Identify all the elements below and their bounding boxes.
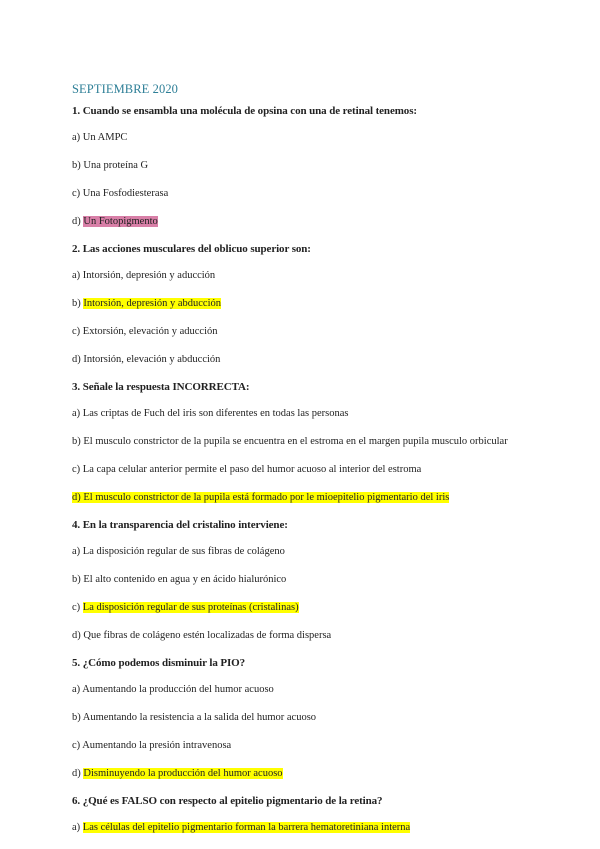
answer-option bbox=[72, 683, 542, 697]
answer-option bbox=[72, 215, 542, 229]
answer-option bbox=[72, 325, 542, 339]
option-text: Disminuyendo la producción del humor acuoso bbox=[83, 768, 283, 779]
answer-option bbox=[72, 821, 542, 835]
document-page bbox=[72, 82, 542, 849]
question-2: 2. Las acciones musculares del oblicuo superior son: bbox=[72, 243, 311, 255]
option-letter: b) bbox=[72, 436, 84, 447]
option-letter: b) bbox=[72, 298, 84, 309]
option-letter: a) bbox=[72, 546, 83, 557]
answer-option bbox=[72, 353, 542, 367]
option-text: Intorsión, elevación y abducción bbox=[83, 354, 221, 365]
question-1: 1. Cuando se ensambla una molécula de opsina con una de retinal tenemos: bbox=[72, 105, 417, 117]
option-letter: a) bbox=[72, 132, 83, 143]
answer-option bbox=[72, 131, 542, 145]
page-title: SEPTIEMBRE 2020 bbox=[72, 82, 179, 96]
option-text: Una proteína G bbox=[83, 160, 149, 171]
answer-option bbox=[72, 435, 542, 449]
answer-option bbox=[72, 629, 542, 643]
option-letter: c) bbox=[72, 464, 83, 475]
option-text: El alto contenido en agua y en ácido hialurónico bbox=[83, 574, 287, 585]
option-text: El musculo constrictor de la pupila se encuentra en el estroma en el margen pupila musculo orbicular bbox=[83, 436, 508, 447]
option-text: La disposición regular de sus proteínas (cristalinas) bbox=[82, 602, 299, 613]
answer-option bbox=[72, 187, 542, 201]
answer-option bbox=[72, 491, 542, 505]
option-letter: d) bbox=[72, 216, 84, 227]
option-letter: c) bbox=[72, 602, 83, 613]
option-text: Intorsión, depresión y abducción bbox=[83, 298, 222, 309]
option-text: Extorsión, elevación y aducción bbox=[82, 326, 218, 337]
option-text: Una Fosfodiesterasa bbox=[82, 188, 169, 199]
option-letter: c) bbox=[72, 740, 83, 751]
answer-option bbox=[72, 269, 542, 283]
option-text: La capa celular anterior permite el paso del humor acuoso al interior del estroma bbox=[82, 464, 422, 475]
option-letter: b) bbox=[72, 160, 84, 171]
option-letter: c) bbox=[72, 188, 83, 199]
option-text: d) El musculo constrictor de la pupila está formado por le mioepitelio pigmentario del iris bbox=[72, 492, 450, 503]
option-letter: a) bbox=[72, 684, 83, 695]
option-text: Un Fotopigmento bbox=[83, 216, 158, 227]
question-4: 4. En la transparencia del cristalino interviene: bbox=[72, 519, 288, 531]
option-letter: a) bbox=[72, 270, 83, 281]
question-3: 3. Señale la respuesta INCORRECTA: bbox=[72, 381, 250, 393]
option-letter: a) bbox=[72, 822, 83, 833]
option-text: Aumentando la resistencia a la salida del humor acuoso bbox=[82, 712, 317, 723]
option-text: Un AMPC bbox=[82, 132, 128, 143]
option-letter: a) bbox=[72, 408, 83, 419]
option-text: Las células del epitelio pigmentario forman la barrera hematoretiniana interna bbox=[82, 822, 411, 833]
question-list bbox=[72, 105, 542, 835]
answer-option bbox=[72, 545, 542, 559]
option-text: Aumentando la presión intravenosa bbox=[82, 740, 232, 751]
question-6: 6. ¿Qué es FALSO con respecto al epitelio pigmentario de la retina? bbox=[72, 795, 383, 807]
answer-option bbox=[72, 739, 542, 753]
option-text: Intorsión, depresión y aducción bbox=[82, 270, 216, 281]
option-text: Aumentando la producción del humor acuoso bbox=[82, 684, 274, 695]
answer-option bbox=[72, 767, 542, 781]
option-text: Que fibras de colágeno estén localizadas de forma dispersa bbox=[83, 630, 332, 641]
option-letter: d) bbox=[72, 768, 84, 779]
answer-option bbox=[72, 407, 542, 421]
question-5: 5. ¿Cómo podemos disminuir la PIO? bbox=[72, 657, 246, 669]
answer-option bbox=[72, 297, 542, 311]
answer-option bbox=[72, 159, 542, 173]
answer-option bbox=[72, 601, 542, 615]
answer-option bbox=[72, 573, 542, 587]
option-text: Las criptas de Fuch del iris son diferentes en todas las personas bbox=[82, 408, 349, 419]
option-letter: d) bbox=[72, 354, 84, 365]
option-letter: b) bbox=[72, 712, 83, 723]
answer-option bbox=[72, 463, 542, 477]
option-letter: b) bbox=[72, 574, 84, 585]
answer-option bbox=[72, 711, 542, 725]
option-text: La disposición regular de sus fibras de colágeno bbox=[82, 546, 285, 557]
option-letter: d) bbox=[72, 630, 84, 641]
option-letter: c) bbox=[72, 326, 83, 337]
